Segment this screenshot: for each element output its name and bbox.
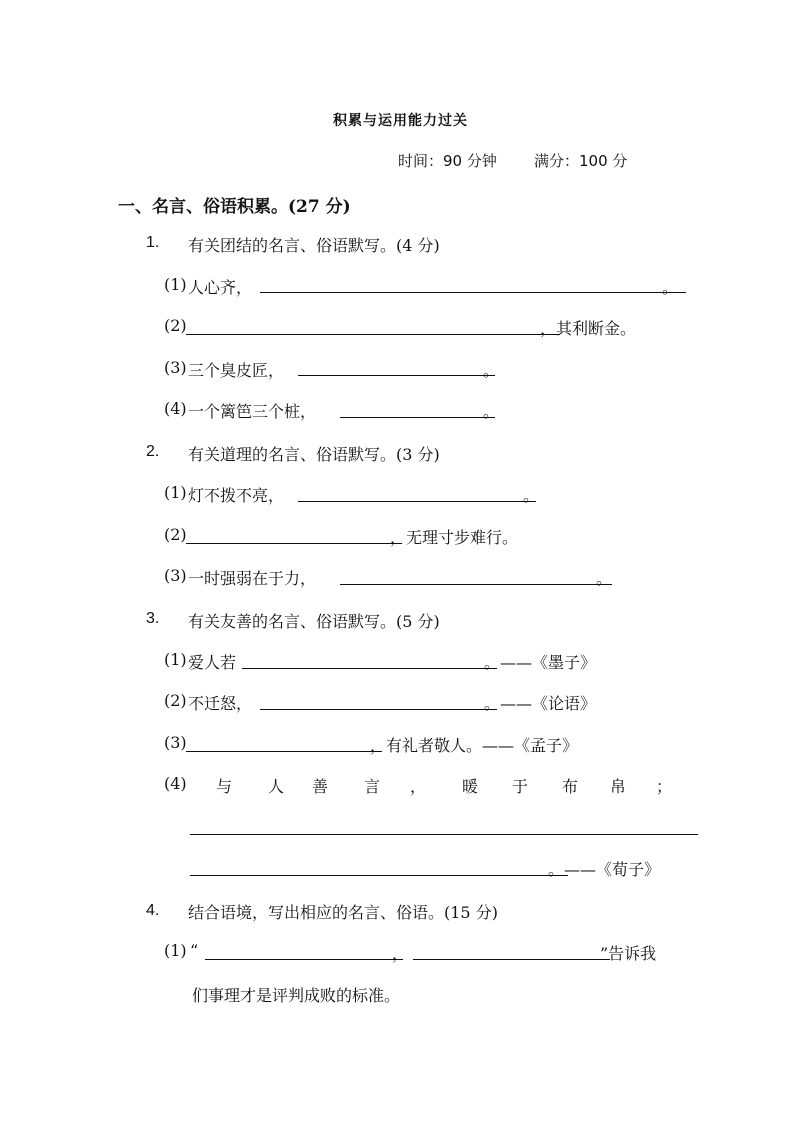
item-end: 。 xyxy=(483,402,500,421)
exam-score: 满分：100 分 xyxy=(534,152,628,170)
question-number: 1. xyxy=(146,234,160,251)
item-source: 。——《墨子》 xyxy=(484,653,597,672)
question-prompt: 有关团结的名言、俗语默写。(4 分) xyxy=(188,236,440,255)
answer-blank[interactable] xyxy=(298,375,495,376)
answer-blank[interactable] xyxy=(190,875,568,876)
item-label: (3) xyxy=(164,566,187,585)
question-prompt: 有关道理的名言、俗语默写。(3 分) xyxy=(188,445,440,464)
item-label: (2) xyxy=(164,316,187,335)
answer-blank[interactable] xyxy=(413,959,610,960)
answer-blank[interactable] xyxy=(260,709,497,710)
item-source: 。——《荀子》 xyxy=(548,860,661,879)
item-end: 。 xyxy=(662,278,679,297)
answer-blank[interactable] xyxy=(340,417,495,418)
answer-blank[interactable] xyxy=(186,543,402,544)
spread-char: 暖 xyxy=(462,777,479,796)
spread-char: 布 xyxy=(562,777,579,796)
item-label: (1) xyxy=(164,941,187,960)
answer-blank[interactable] xyxy=(340,584,612,585)
answer-blank[interactable] xyxy=(298,501,536,502)
item-text: 一个篱笆三个桩， xyxy=(188,402,317,421)
spread-char: 善 xyxy=(312,777,329,796)
item-source: ，有礼者敬人。——《孟子》 xyxy=(370,736,579,755)
item-label: (4) xyxy=(164,399,187,418)
item-label: (3) xyxy=(164,358,187,377)
item-text: ”告诉我 xyxy=(600,944,657,963)
item-label: (2) xyxy=(164,525,187,544)
item-end: ，无理寸步难行。 xyxy=(390,528,519,547)
item-text: 人心齐， xyxy=(188,278,253,297)
item-end: 。 xyxy=(523,486,540,505)
spread-char: 与 xyxy=(216,777,233,796)
item-end: ，其利断金。 xyxy=(540,319,637,338)
open-quote: “ xyxy=(190,941,199,960)
answer-blank[interactable] xyxy=(242,668,497,669)
comma: ， xyxy=(392,944,409,963)
spread-char: ， xyxy=(410,777,427,796)
spread-char: 帛 xyxy=(610,777,627,796)
exam-time: 时间：90 分钟 xyxy=(398,152,497,170)
item-label: (1) xyxy=(164,650,187,669)
answer-blank[interactable] xyxy=(205,959,403,960)
item-continuation: 们事理才是评判成败的标准。 xyxy=(192,986,401,1005)
spread-char: 言 xyxy=(364,777,381,796)
question-number: 2. xyxy=(146,443,160,460)
item-end: 。 xyxy=(483,361,500,380)
answer-blank[interactable] xyxy=(190,834,698,835)
item-text: 爱人若 xyxy=(188,653,237,672)
section-heading: 一、名言、俗语积累。(27 分) xyxy=(118,197,351,217)
item-text: 三个臭皮匠， xyxy=(188,361,285,380)
question-number: 4. xyxy=(146,902,160,919)
item-text: 不迁怒， xyxy=(188,694,253,713)
item-label: (1) xyxy=(164,483,187,502)
spread-char: ； xyxy=(656,777,673,796)
answer-blank[interactable] xyxy=(186,334,560,335)
question-number: 3. xyxy=(146,610,160,627)
item-label: (4) xyxy=(164,774,187,793)
question-prompt: 有关友善的名言、俗语默写。(5 分) xyxy=(188,612,440,631)
answer-blank[interactable] xyxy=(260,292,686,293)
spread-char: 人 xyxy=(268,777,285,796)
item-label: (1) xyxy=(164,275,187,294)
item-end: 。 xyxy=(596,569,613,588)
question-prompt: 结合语境，写出相应的名言、俗语。(15 分) xyxy=(188,903,498,922)
answer-blank[interactable] xyxy=(186,751,382,752)
item-text: 一时强弱在于力， xyxy=(188,569,317,588)
item-label: (3) xyxy=(164,733,187,752)
item-source: 。——《论语》 xyxy=(484,694,597,713)
item-label: (2) xyxy=(164,691,187,710)
item-text: 灯不拨不亮， xyxy=(188,486,285,505)
spread-char: 于 xyxy=(512,777,529,796)
page-title: 积累与运用能力过关 xyxy=(333,113,468,129)
